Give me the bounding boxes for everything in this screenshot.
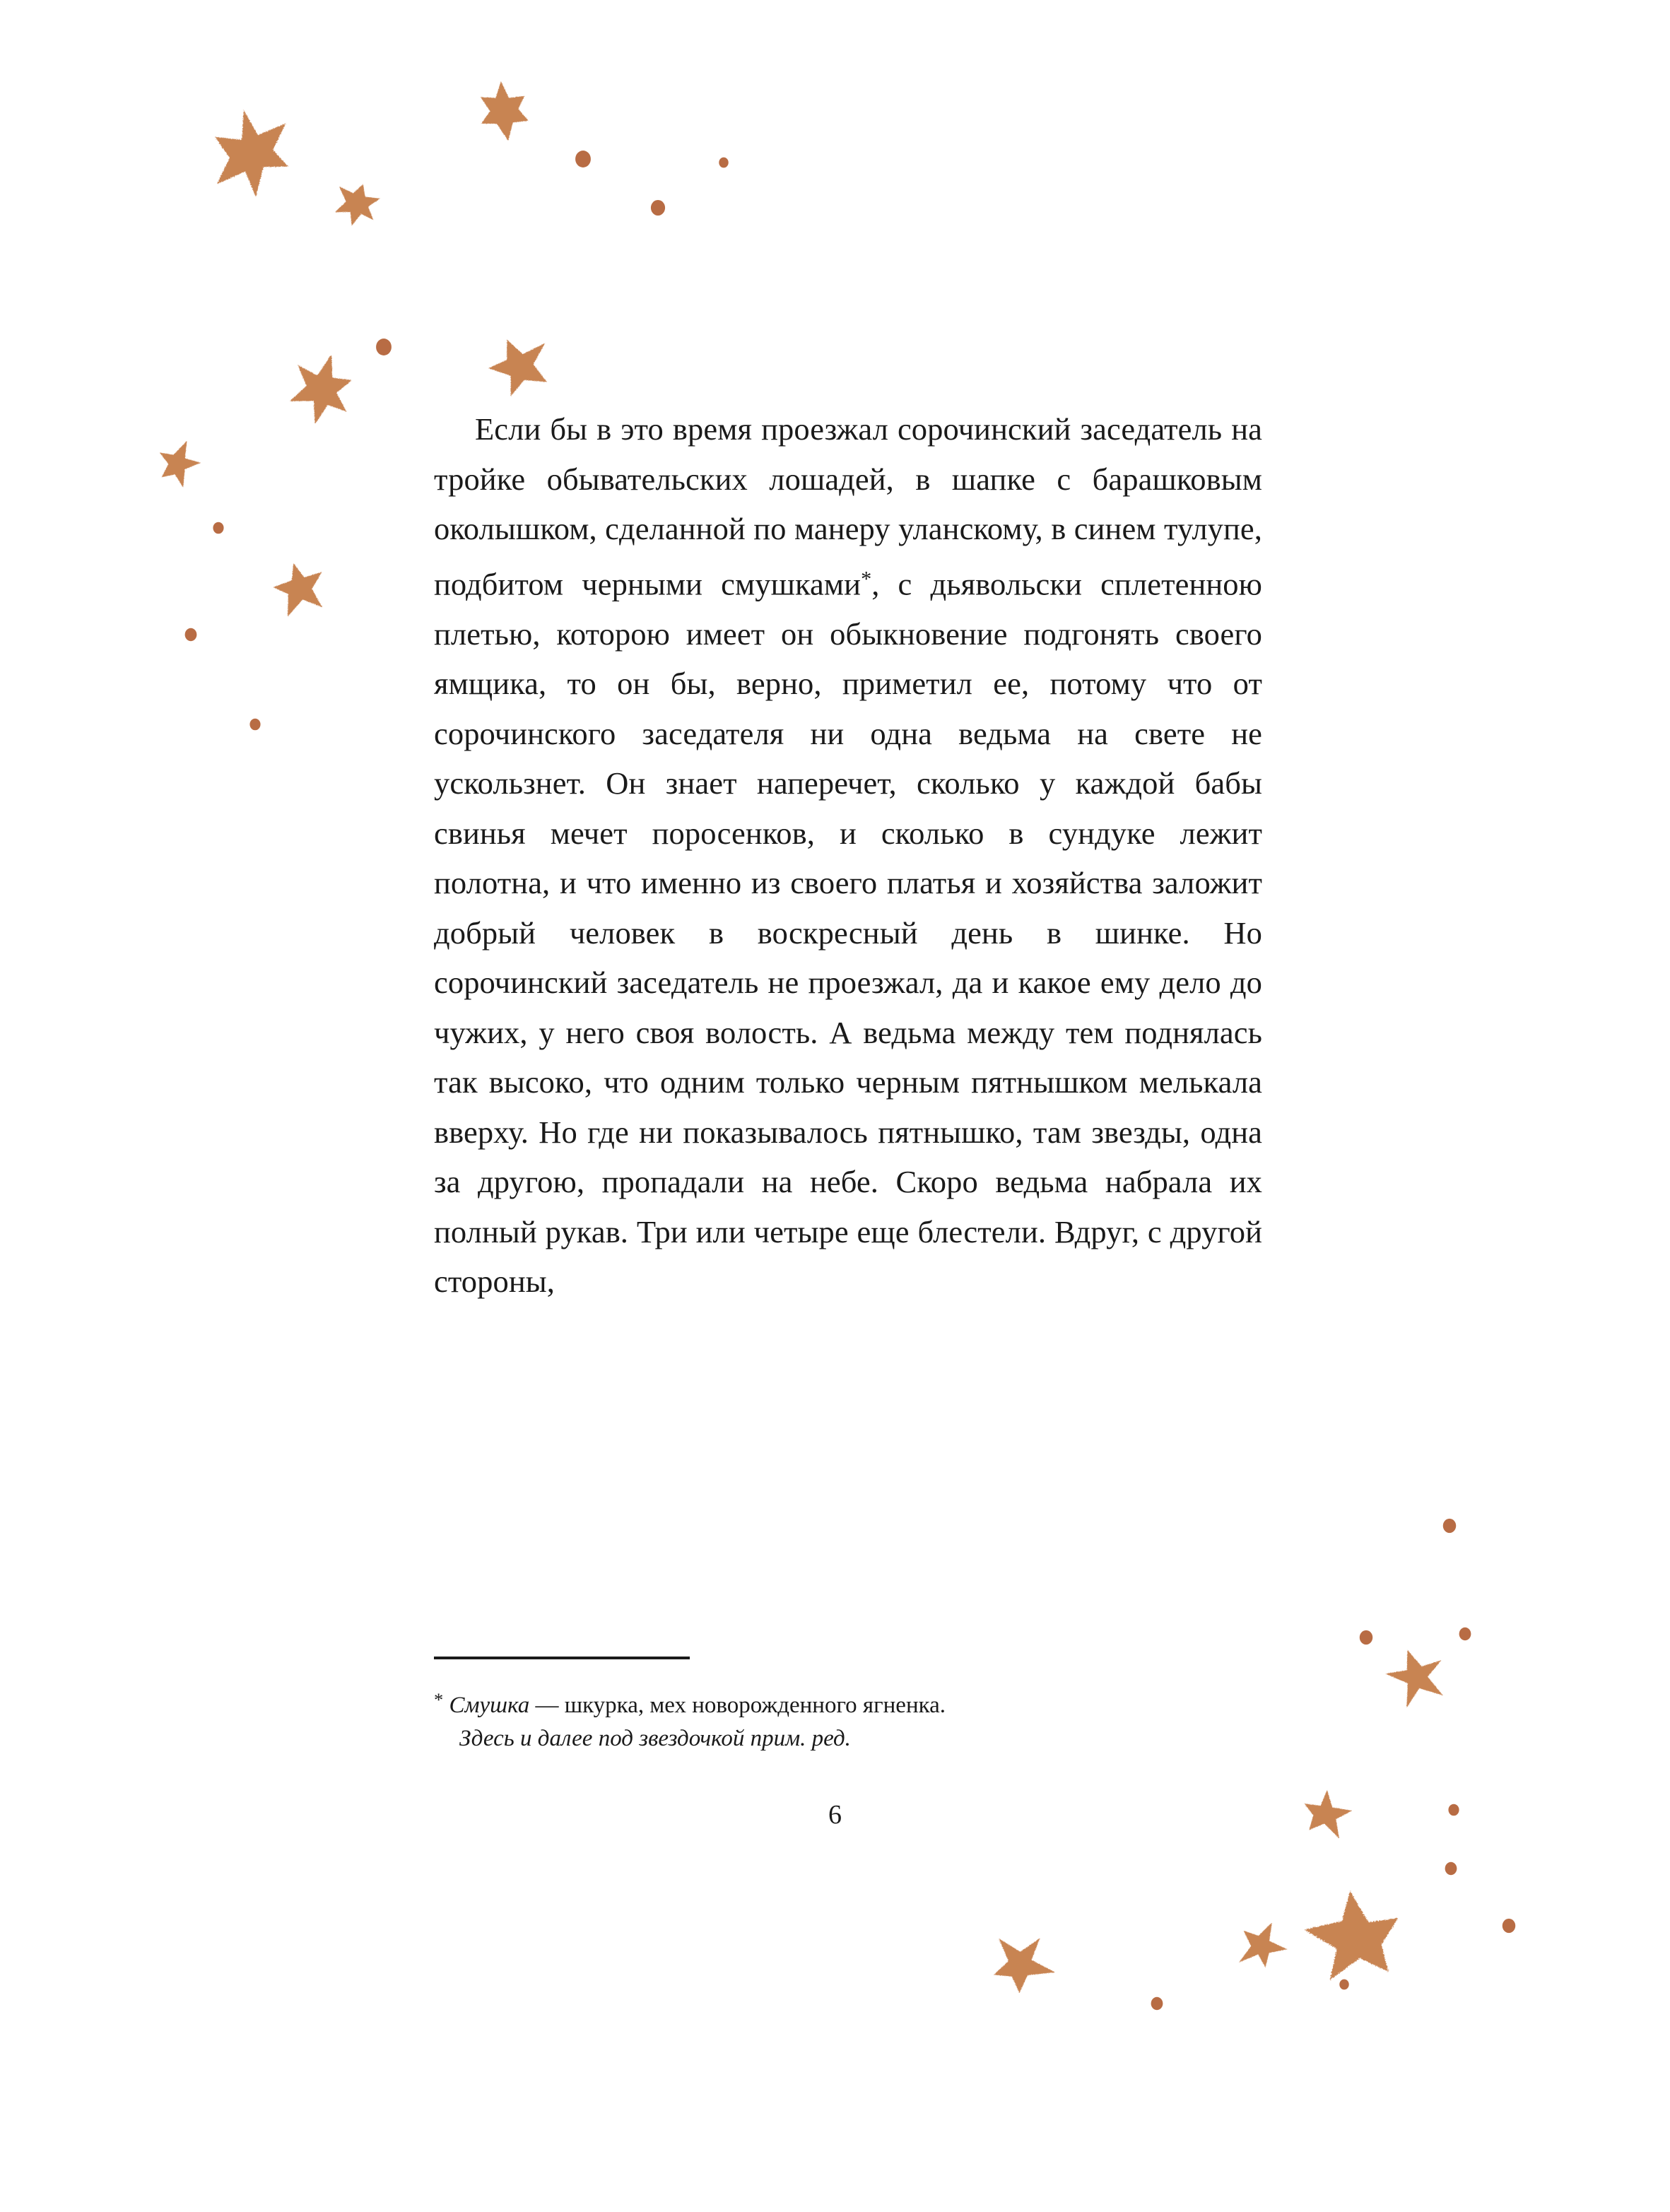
painted-dot — [719, 158, 728, 168]
painted-dot — [575, 151, 591, 167]
body-paragraph — [434, 404, 1262, 1307]
painted-dot — [1360, 1630, 1372, 1645]
star-6-large-icon — [201, 103, 303, 206]
painted-star — [1381, 1642, 1452, 1711]
painted-star — [287, 349, 356, 429]
footnote-editor-note: Здесь и далее под звездочкой прим. ред. — [459, 1726, 851, 1752]
dot-small-br-2-icon — [1358, 1630, 1374, 1645]
footnote-text — [434, 1683, 1262, 1755]
footnote-definition: — шкурка, мех новорожденного ягненка. — [529, 1693, 946, 1719]
dot-small-br-5-icon — [1444, 1861, 1458, 1876]
painted-dot — [249, 719, 260, 731]
painted-dot — [1445, 1862, 1457, 1875]
dot-small-br-8-icon — [1339, 1979, 1350, 1990]
dot-tiny-icon — [212, 522, 225, 534]
footnote-star-symbol: * — [434, 1689, 444, 1710]
painted-dot — [1151, 1997, 1163, 2010]
dot-oval-icon — [375, 338, 393, 356]
star-5-br-1-icon — [1380, 1640, 1454, 1714]
dot-small-br-3-icon — [1458, 1627, 1472, 1641]
star-5-small-icon — [264, 552, 336, 624]
paragraph-part-one: Если бы в это время проезжал сорочинский заседатель на тройке обывательских лошадей, в шапке с барашковым околышком, сделанной по манеру уланскому, в синем тулупе, подбитом черными смушками — [434, 411, 1262, 602]
painted-star — [481, 326, 560, 401]
footnote-separator-rule — [434, 1657, 690, 1659]
painted-dot — [1443, 1519, 1456, 1533]
paragraph-part-two: , с дьявольски сплетенною плетью, которою имеет он обыкновение подгонять своего ямщика, то он бы, верно, приметил ее, потому что от сорочинского заседателя ни одна ведьма на свете не ускользнет. Он знает наперечет, сколько у каждой бабы свинья мечет поросенков, и сколько в сундуке лежит полотна, и что именно из своего платья и хозяйства заложит добрый человек в воскресный день в шинке. Но сорочинский заседатель не проезжал, да и какое ему дело до чужих, у него своя волость. А ведьма между тем поднялась так высоко, что одним только черным пятнышком мелькала вверху. Но где ни показывалось пятнышко, там звезды, одна за другою, пропадали на небе. Скоро ведьма набрала их полный рукав. Три или четыре еще блестели. Вдруг, с другой стороны, — [434, 566, 1262, 1300]
painted-star — [1232, 1914, 1295, 1977]
painted-star — [207, 105, 295, 202]
star-5-tiny-icon — [146, 433, 208, 495]
painted-dot — [651, 200, 665, 216]
painted-star — [980, 1919, 1066, 2003]
star-5-mid-icon — [476, 323, 563, 411]
painted-dot — [213, 522, 223, 534]
painted-star — [478, 79, 529, 143]
footnote-reference-marker[interactable]: * — [861, 566, 872, 591]
painted-dot — [1503, 1919, 1515, 1933]
star-5-br-3-icon — [1228, 1913, 1295, 1979]
page-number: 6 — [828, 1800, 842, 1830]
footnote-term: Смушка — [449, 1693, 530, 1719]
painted-star — [269, 557, 331, 618]
dot-medium-2-icon — [649, 199, 666, 216]
star-6-small-icon — [327, 175, 387, 235]
star-6-medium-icon — [471, 78, 536, 143]
dot-small-br-1-icon — [1442, 1518, 1457, 1534]
dot-tiny-2-icon — [184, 628, 198, 642]
painted-dot — [1459, 1628, 1471, 1640]
footnote-block — [434, 1657, 1262, 1755]
star-6-mid-2-icon — [283, 349, 363, 430]
star-5-br-big-icon — [1298, 1880, 1416, 1998]
painted-dot — [185, 628, 197, 641]
star-5-br-4-icon — [975, 1919, 1066, 2010]
dot-small-icon — [718, 157, 729, 168]
body-text-column — [434, 404, 1262, 1307]
painted-star — [152, 434, 206, 490]
painted-star — [331, 180, 382, 230]
dot-medium-icon — [574, 150, 592, 168]
dot-small-br-7-icon — [1150, 1996, 1164, 2011]
painted-dot — [376, 339, 392, 355]
dot-small-br-6-icon — [1501, 1918, 1517, 1934]
painted-star — [1300, 1886, 1404, 1982]
painted-dot — [1339, 1979, 1348, 1990]
dot-tiny-3-icon — [249, 718, 261, 731]
